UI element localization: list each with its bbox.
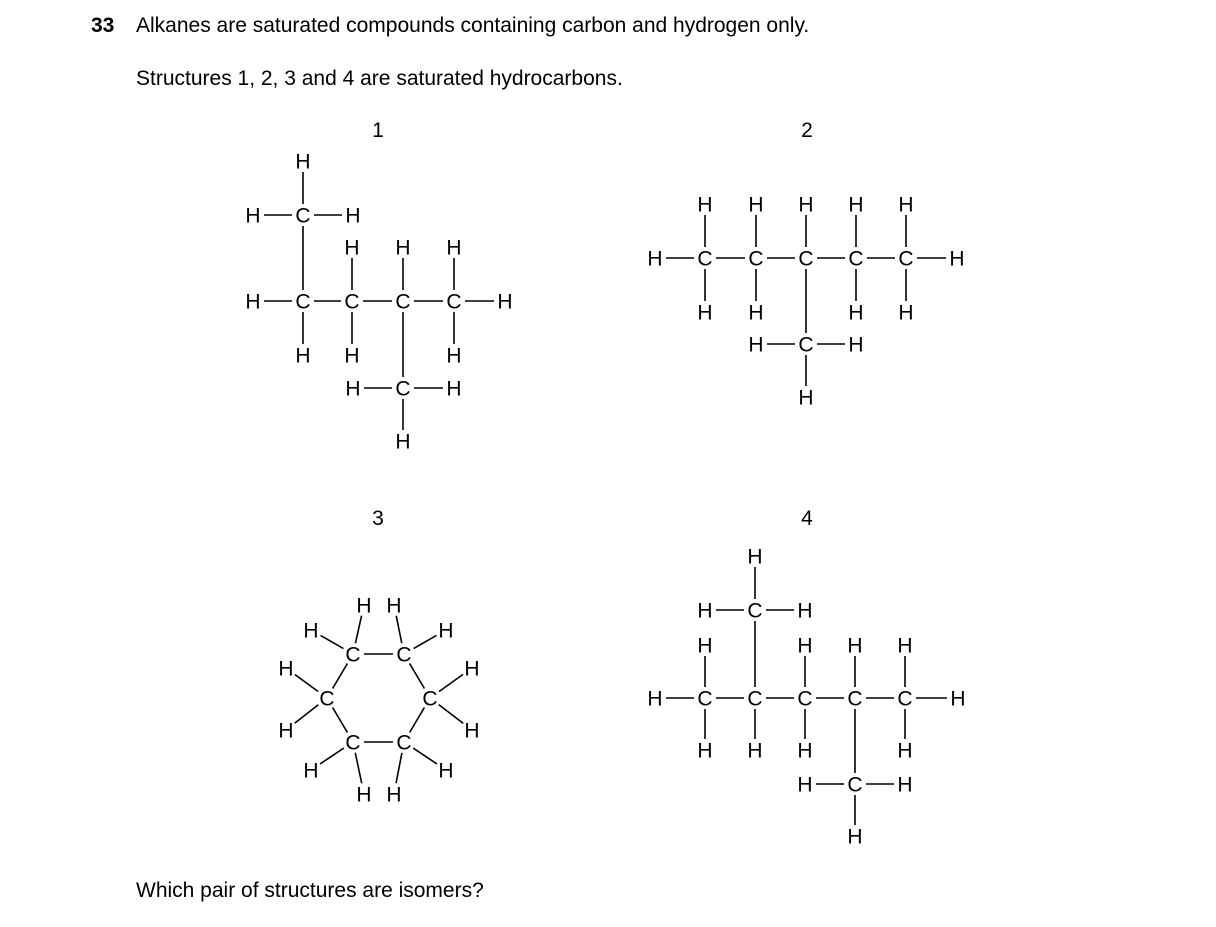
structure-3-label: 3 [372,507,384,530]
hydrogen-atom: H [386,594,402,618]
hydrogen-atom: H [356,783,372,807]
hydrogen-atom: H [797,599,813,623]
carbon-atom: C [345,643,361,667]
bond [321,635,344,648]
hydrogen-atom: H [438,619,454,643]
hydrogen-atom: H [344,344,360,368]
hydrogen-atom: H [898,193,914,217]
question-statement: Structures 1, 2, 3 and 4 are saturated hydrocarbons. [136,67,623,90]
hydrogen-atom: H [797,634,813,658]
hydrogen-atom: H [438,759,454,783]
hydrogen-atom: H [395,236,411,260]
structure-4-formula [647,546,965,849]
bond [396,753,402,783]
hydrogen-atom: H [897,634,913,658]
hydrogen-atom: H [697,301,713,325]
hydrogen-atom: H [345,377,361,401]
hydrogen-atom: H [798,193,814,217]
carbon-atom: C [295,204,311,228]
hydrogen-atom: H [446,236,462,260]
hydrogen-atom: H [748,193,764,217]
hydrogen-atom: H [295,150,311,174]
hydrogen-atom: H [245,204,261,228]
hydrogen-atom: H [847,825,863,849]
hydrogen-atom: H [747,545,763,569]
hydrogen-atom: H [950,687,966,711]
bond [333,663,348,688]
bond [295,674,318,691]
carbon-atom: C [848,247,864,271]
hydrogen-atom: H [748,301,764,325]
structure-1-label: 1 [372,119,384,142]
hydrogen-atom: H [697,193,713,217]
carbon-atom: C [747,687,763,711]
hydrogen-atom: H [697,599,713,623]
bond [355,616,361,644]
bond [439,674,463,691]
carbon-atom: C [697,687,713,711]
structure-2-formula [647,194,964,410]
question-intro: Alkanes are saturated compounds containing carbon and hydrogen only. [136,14,810,37]
bond [295,705,319,723]
hydrogen-atom: H [647,687,663,711]
bond [320,748,344,764]
carbon-atom: C [847,687,863,711]
hydrogen-atom: H [847,634,863,658]
structure-2-label: 2 [801,119,813,142]
hydrogen-atom: H [797,739,813,763]
hydrogen-atom: H [464,657,480,681]
hydrogen-atom: H [897,773,913,797]
carbon-atom: C [396,643,412,667]
structure-3-formula [278,595,479,807]
hydrogen-atom: H [386,783,402,807]
hydrogen-atom: H [748,333,764,357]
bond [413,748,437,764]
carbon-atom: C [422,687,438,711]
carbon-atom: C [797,687,813,711]
hydrogen-atom: H [303,619,319,643]
bond [396,616,402,643]
carbon-atom: C [748,247,764,271]
structure-1-formula [245,151,512,454]
hydrogen-atom: H [345,204,361,228]
bond [333,707,348,732]
structure-4-label: 4 [801,507,813,530]
bond [410,707,425,732]
hydrogen-atom: H [446,344,462,368]
hydrogen-atom: H [848,333,864,357]
bond [410,663,425,688]
hydrogen-atom: H [747,739,763,763]
hydrogen-atom: H [697,634,713,658]
hydrogen-atom: H [464,719,480,743]
hydrogen-atom: H [897,739,913,763]
hydrogen-atom: H [949,247,965,271]
hydrogen-atom: H [356,594,372,618]
question-number: 33 [91,14,115,37]
carbon-atom: C [898,247,914,271]
hydrogen-atom: H [278,657,294,681]
carbon-atom: C [747,599,763,623]
carbon-atom: C [344,290,360,314]
hydrogen-atom: H [344,236,360,260]
hydrogen-atom: H [898,301,914,325]
hydrogen-atom: H [245,290,261,314]
carbon-atom: C [395,377,411,401]
carbon-atom: C [446,290,462,314]
carbon-atom: C [697,247,713,271]
hydrogen-atom: H [848,193,864,217]
hydrogen-atom: H [278,719,294,743]
carbon-atom: C [847,773,863,797]
hydrogen-atom: H [497,290,513,314]
hydrogen-atom: H [647,247,663,271]
hydrogen-atom: H [848,301,864,325]
carbon-atom: C [319,687,335,711]
carbon-atom: C [798,247,814,271]
hydrogen-atom: H [295,344,311,368]
hydrogen-atom: H [446,377,462,401]
hydrogen-atom: H [697,739,713,763]
bond [355,753,361,783]
carbon-atom: C [295,290,311,314]
carbon-atom: C [396,731,412,755]
hydrogen-atom: H [797,773,813,797]
hydrogen-atom: H [798,386,814,410]
carbon-atom: C [395,290,411,314]
question-prompt: Which pair of structures are isomers? [136,879,484,902]
carbon-atom: C [345,731,361,755]
hydrogen-atom: H [395,430,411,454]
bond [439,705,464,724]
carbon-atom: C [897,687,913,711]
carbon-atom: C [798,333,814,357]
hydrogen-atom: H [303,759,319,783]
bond [414,635,437,648]
